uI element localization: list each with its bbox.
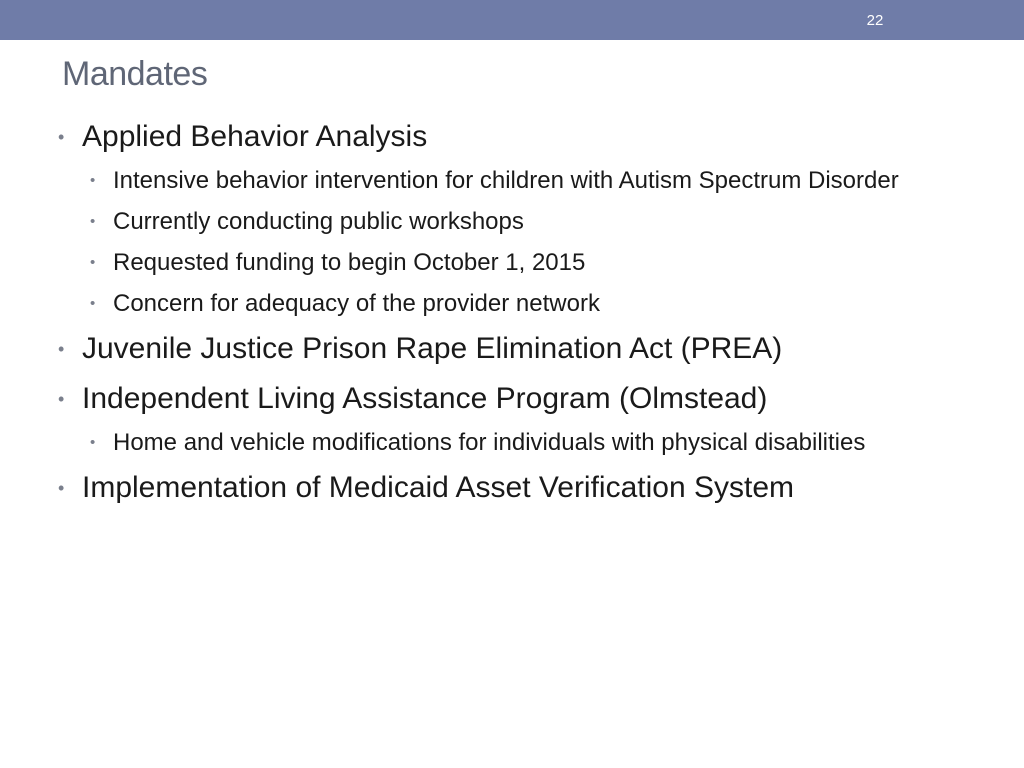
bullet-item [58, 467, 958, 509]
bullet-dot-icon: • [90, 172, 96, 189]
bullet-dot-icon: • [90, 434, 96, 451]
sub-bullet-text: Currently conducting public workshops [113, 208, 524, 235]
sub-bullet-list [82, 164, 958, 320]
sub-bullet-item [82, 246, 958, 279]
bullet-text: Implementation of Medicaid Asset Verification System [82, 471, 795, 504]
sub-bullet-text: Requested funding to begin October 1, 2015 [113, 249, 586, 276]
bullet-dot-icon: • [90, 295, 96, 312]
sub-bullet-item [82, 205, 958, 238]
sub-bullet-item [82, 164, 958, 197]
page-number: 22 [866, 12, 884, 29]
sub-bullet-text: Concern for adequacy of the provider network [113, 290, 600, 317]
bullet-text: Applied Behavior Analysis [82, 120, 428, 153]
bullet-item [58, 378, 958, 459]
bullet-item [58, 328, 958, 370]
sub-bullet-text: Intensive behavior intervention for children with Autism Spectrum Disorder [113, 167, 899, 194]
slide-header-bar [0, 0, 1024, 40]
bullet-dot-icon: • [58, 127, 65, 147]
bullet-dot-icon: • [58, 478, 65, 498]
sub-bullet-text: Home and vehicle modifications for individuals with physical disabilities [113, 429, 866, 456]
bullet-text: Independent Living Assistance Program (Olmstead) [82, 382, 768, 415]
bullet-dot-icon: • [90, 254, 96, 271]
bullet-item [58, 116, 958, 320]
bullet-dot-icon: • [58, 389, 65, 409]
sub-bullet-list [82, 426, 958, 459]
slide-title: Mandates [62, 55, 208, 93]
sub-bullet-item [82, 426, 958, 459]
bullet-list [58, 116, 958, 509]
bullet-dot-icon: • [90, 213, 96, 230]
bullet-text: Juvenile Justice Prison Rape Elimination Act (PREA) [82, 332, 783, 365]
sub-bullet-item [82, 287, 958, 320]
bullet-dot-icon: • [58, 339, 65, 359]
